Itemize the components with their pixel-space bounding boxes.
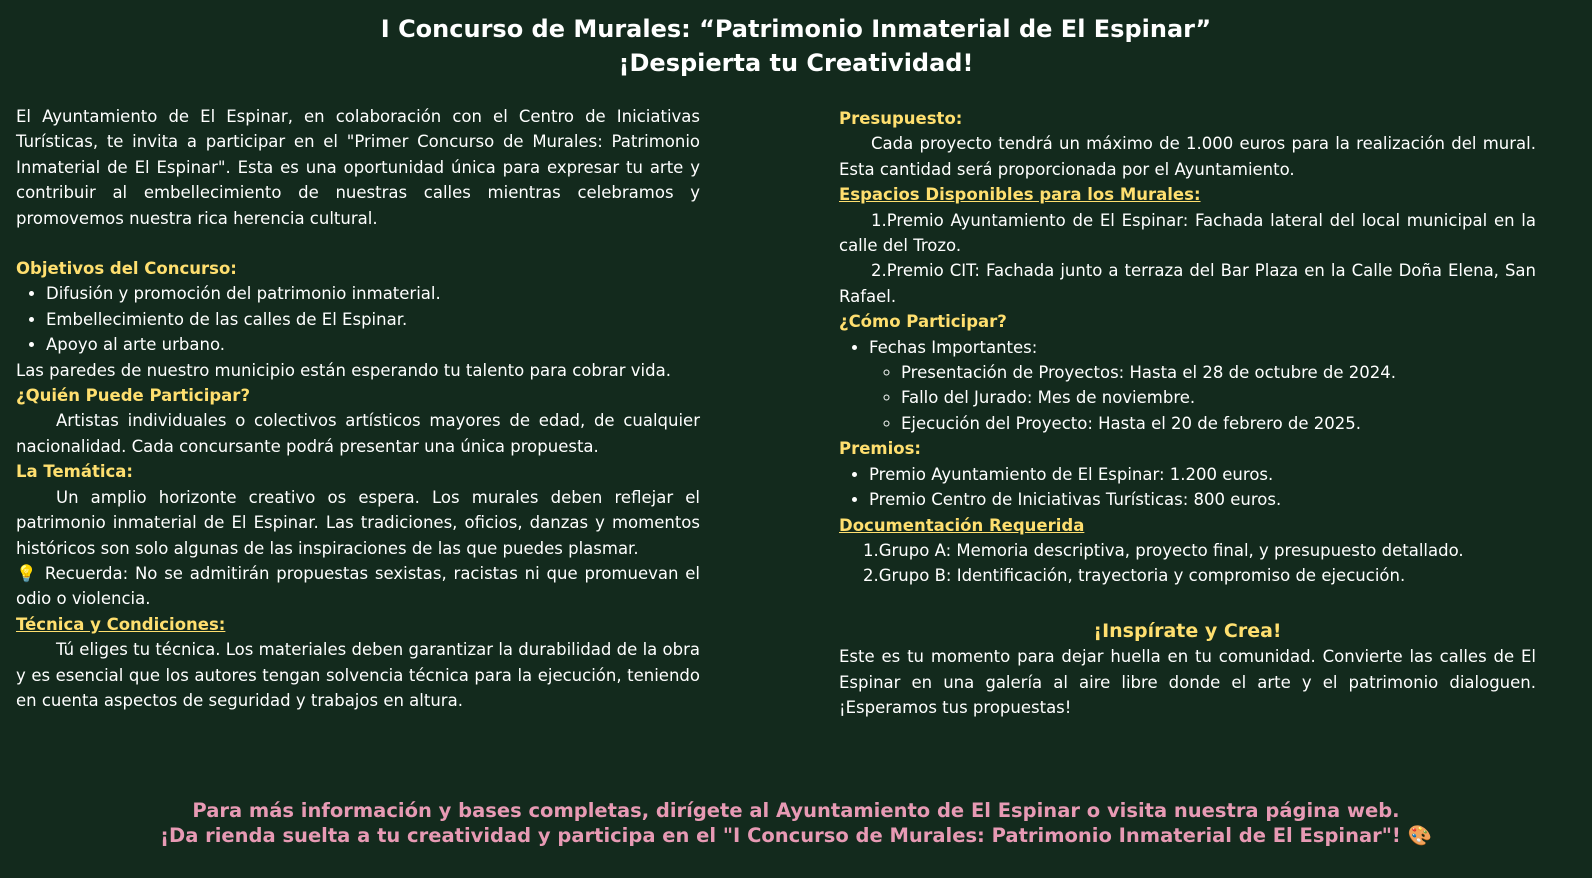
objetivo-item: • Embellecimiento de las calles de El Espinar. — [46, 307, 700, 332]
page-title — [0, 12, 1592, 80]
como-list — [839, 335, 1536, 437]
title-line-1: I Concurso de Murales: “Patrimonio Inmaterial de El Espinar” — [380, 15, 1212, 43]
objetivos-heading: Objetivos del Concurso: — [16, 259, 237, 279]
fechas-list — [869, 360, 1536, 436]
quien-heading: ¿Quién Puede Participar? — [16, 386, 251, 406]
spacer — [839, 589, 1536, 619]
objetivos-list — [16, 281, 700, 357]
recuerda-note: 💡 Recuerda: No se admitirán propuestas sexistas, racistas ni que promuevan el odio o violencia. — [16, 563, 700, 609]
footer-line-2: ¡Da rienda suelta a tu creatividad y participa en el "I Concurso de Murales: Patrimonio Inmaterial de El Espinar"! 🎨 — [160, 824, 1432, 847]
tematica-paragraph: Un amplio horizonte creativo os espera. Los murales deben reflejar el patrimonio inmaterial de El Espinar. Las tradiciones, oficios, danzas y momentos históricos son solo algunas de las inspiraciones de las que puedes plasmar. — [16, 487, 700, 558]
spacer — [16, 231, 700, 256]
tecnica-heading: Técnica y Condiciones: — [16, 614, 226, 634]
tematica-heading: La Temática: — [16, 462, 134, 482]
fecha-item: ◦ Ejecución del Proyecto: Hasta el 20 de febrero de 2025. — [901, 411, 1536, 436]
inspirate-paragraph: Este es tu momento para dejar huella en tu comunidad. Convierte las calles de El Espinar en una galería al aire libre donde el arte y el patrimonio dialoguen. ¡Esperamos tus propuestas! — [839, 647, 1536, 717]
espacio-item: 2.Premio CIT: Fachada junto a terraza del Bar Plaza en la Calle Doña Elena, San Rafael. — [839, 261, 1536, 306]
footer-line-1: Para más información y bases completas, dirígete al Ayuntamiento de El Espinar o visita nuestra página web. — [192, 799, 1400, 822]
espacio-item: 1.Premio Ayuntamiento de El Espinar: Fachada lateral del local municipal en la calle del Trozo. — [839, 210, 1536, 256]
premios-heading: Premios: — [839, 439, 922, 459]
presupuesto-paragraph: Cada proyecto tendrá un máximo de 1.000 euros para la realización del mural. Esta cantidad será proporcionada por el Ayuntamiento. — [839, 134, 1536, 179]
fechas-item — [869, 335, 1536, 437]
documentacion-item: 2.Grupo B: Identificación, trayectoria y compromiso de ejecución. — [863, 566, 1406, 586]
title-line-2: ¡Despierta tu Creatividad! — [618, 49, 974, 77]
objetivo-item: • Apoyo al arte urbano. — [46, 332, 700, 357]
presupuesto-heading: Presupuesto: — [839, 109, 963, 128]
espacios-heading: Espacios Disponibles para los Murales: — [839, 185, 1201, 205]
documentacion-heading: Documentación Requerida — [839, 515, 1085, 535]
como-heading: ¿Cómo Participar? — [839, 312, 1007, 332]
footer — [0, 798, 1592, 848]
fecha-item: ◦ Fallo del Jurado: Mes de noviembre. — [901, 385, 1536, 410]
tecnica-paragraph: Tú eliges tu técnica. Los materiales deben garantizar la durabilidad de la obra y es esencial que los autores tengan solvencia técnica para la ejecución, teniendo en cuenta aspectos de seguridad y trabajos en altura. — [16, 640, 700, 710]
premio-item: • Premio Ayuntamiento de El Espinar: 1.200 euros. — [869, 462, 1536, 487]
objetivo-item: • Difusión y promoción del patrimonio inmaterial. — [46, 281, 700, 306]
inspirate-heading: ¡Inspírate y Crea! — [1093, 619, 1282, 642]
documentacion-item: 1.Grupo A: Memoria descriptiva, proyecto final, y presupuesto detallado. — [863, 540, 1464, 560]
intro-paragraph: El Ayuntamiento de El Espinar, en colaboración con el Centro de Iniciativas Turísticas, te invita a participar en el "Primer Concurso de Murales: Patrimonio Inmaterial de El Espinar". Esta es una oportunidad única para expresar tu arte y contribuir al embellecimiento de nuestras calles mientras celebramos y promovemos nuestra rica herencia cultural. — [16, 107, 700, 228]
quien-paragraph: Artistas individuales o colectivos artísticos mayores de edad, de cualquier nacionalidad. Cada concursante podrá presentar una única propuesta. — [16, 411, 700, 456]
paredes-paragraph: Las paredes de nuestro municipio están esperando tu talento para cobrar vida. — [16, 360, 671, 380]
fecha-item: ◦ Presentación de Proyectos: Hasta el 28 de octubre de 2024. — [901, 360, 1536, 385]
premios-list — [839, 462, 1536, 513]
fechas-label: Fechas Importantes: — [869, 337, 1038, 357]
left-column — [16, 104, 700, 713]
premio-item: • Premio Centro de Iniciativas Turísticas: 800 euros. — [869, 487, 1536, 512]
right-column — [839, 106, 1536, 720]
